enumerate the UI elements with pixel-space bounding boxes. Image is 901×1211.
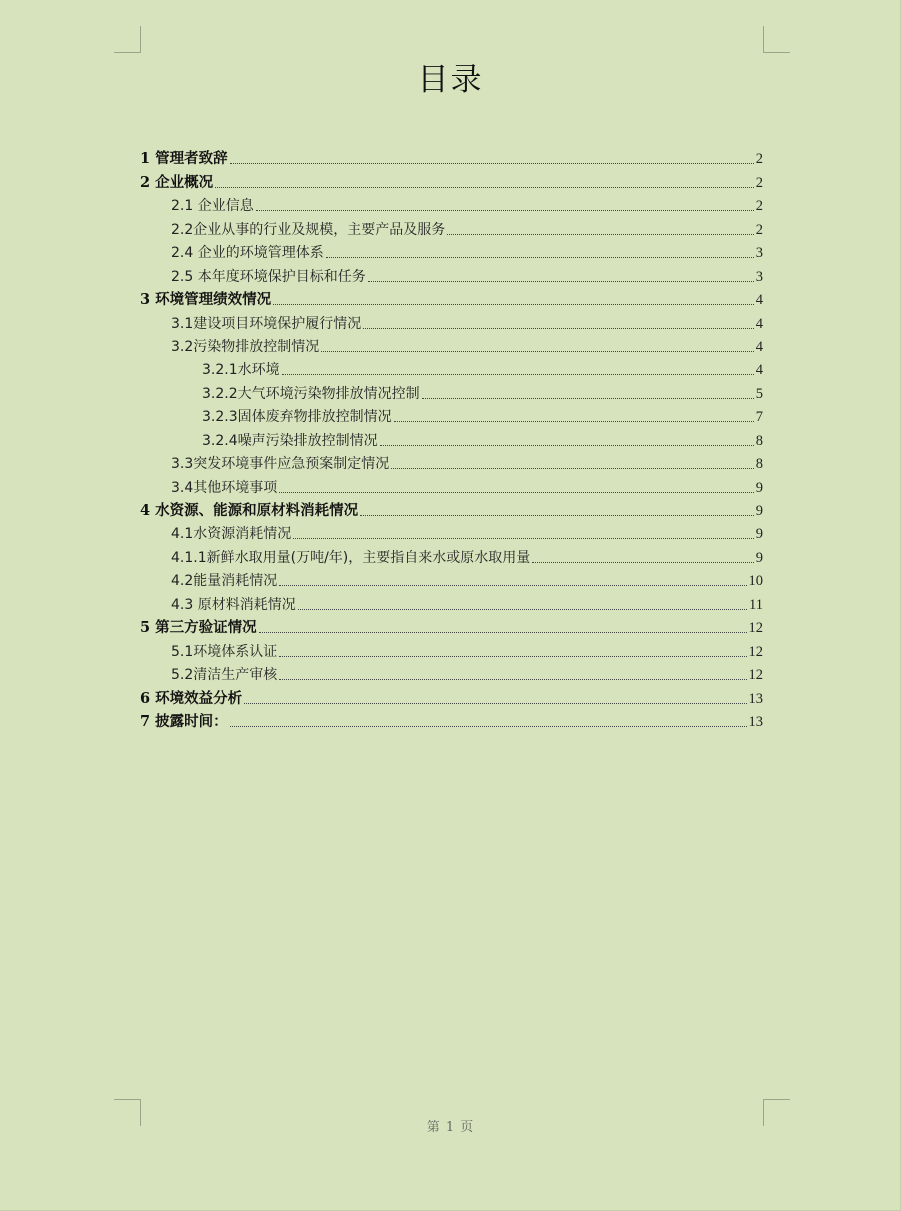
toc-leader-dots (391, 468, 753, 469)
toc-entry-page-number: 7 (755, 409, 763, 426)
toc-entry-page-number: 3 (755, 245, 763, 262)
toc-entry-label: 1 管理者致辞 (140, 150, 228, 168)
toc-leader-dots (293, 538, 753, 539)
toc-leader-dots (422, 398, 754, 399)
toc-entry-label: 2 企业概况 (140, 173, 214, 191)
toc-entry-page-number: 9 (755, 503, 763, 519)
toc-leader-dots (215, 187, 754, 188)
toc-entry-label: 7 披露时间： (140, 712, 228, 730)
toc-entry-label: 6 环境效益分析 (140, 689, 243, 707)
toc-entry-label: 3.1建设项目环境保护履行情况 (171, 315, 362, 332)
toc-leader-dots (259, 632, 747, 633)
toc-entry[interactable] (140, 684, 763, 707)
toc-entry[interactable] (140, 661, 763, 684)
margin-mark-top-right (763, 26, 790, 53)
toc-entry[interactable] (140, 543, 763, 566)
toc-entry[interactable] (140, 520, 763, 543)
toc-entry-page-number: 8 (755, 456, 763, 473)
toc-leader-dots (447, 234, 753, 235)
toc-entry[interactable] (140, 333, 763, 356)
toc-leader-dots (368, 281, 754, 282)
toc-entry-label: 4 水资源、能源和原材料消耗情况 (140, 502, 359, 519)
toc-entry-label: 3.2.1水环境 (202, 362, 280, 379)
toc-entry[interactable] (140, 403, 763, 426)
toc-entry[interactable] (140, 590, 763, 613)
toc-entry[interactable] (140, 708, 763, 731)
toc-entry[interactable] (140, 426, 763, 449)
toc-entry-label: 5 第三方验证情况 (140, 619, 257, 637)
toc-entry[interactable] (140, 309, 763, 332)
toc-entry-page-number: 8 (755, 432, 763, 449)
toc-leader-dots (279, 656, 746, 657)
toc-leader-dots (244, 703, 746, 704)
toc-leader-dots (256, 210, 754, 211)
toc-entry[interactable] (140, 567, 763, 590)
toc-leader-dots (279, 492, 753, 493)
toc-entry-page-number: 9 (755, 549, 763, 566)
toc-leader-dots (363, 328, 753, 329)
toc-entry-page-number: 12 (748, 643, 763, 660)
toc-entry[interactable] (140, 637, 763, 660)
toc-leader-dots (230, 726, 747, 727)
toc-leader-dots (273, 304, 754, 305)
toc-entry-label: 5.1环境体系认证 (171, 643, 278, 660)
toc-entry-label: 3.2.4噪声污染排放控制情况 (202, 432, 378, 449)
table-of-contents (140, 145, 763, 731)
toc-leader-dots (380, 445, 754, 446)
toc-entry-page-number: 2 (755, 221, 763, 238)
toc-entry-page-number: 3 (755, 268, 763, 285)
toc-entry-page-number: 4 (755, 315, 763, 332)
toc-entry-label: 5.2清洁生产审核 (171, 667, 278, 684)
toc-entry[interactable] (140, 614, 763, 637)
toc-entry-page-number: 2 (755, 151, 763, 168)
toc-entry-page-number: 12 (748, 620, 763, 637)
toc-entry-label: 2.5 本年度环境保护目标和任务 (171, 268, 366, 285)
toc-entry-page-number: 13 (748, 690, 763, 707)
toc-entry[interactable] (140, 286, 763, 309)
toc-entry-label: 4.3 原材料消耗情况 (171, 596, 296, 613)
toc-entry-page-number: 2 (755, 198, 763, 215)
toc-entry-label: 4.2能量消耗情况 (171, 573, 278, 590)
toc-entry-label: 2.4 企业的环境管理体系 (171, 245, 324, 262)
toc-entry-label: 4.1.1新鲜水取用量(万吨/年)，主要指自来水或原水取用量 (171, 549, 531, 566)
toc-entry-label: 3.2污染物排放控制情况 (171, 338, 320, 355)
toc-entry[interactable] (140, 497, 763, 520)
toc-entry-page-number: 4 (755, 338, 763, 355)
toc-entry[interactable] (140, 262, 763, 285)
toc-entry-page-number: 9 (755, 526, 763, 543)
toc-entry-page-number: 11 (749, 596, 763, 613)
toc-leader-dots (279, 679, 746, 680)
page-footer: 第 1 页 (426, 1120, 475, 1135)
toc-entry-page-number: 2 (755, 174, 763, 191)
toc-entry-label: 3.4其他环境事项 (171, 479, 278, 496)
toc-leader-dots (532, 562, 753, 563)
toc-leader-dots (326, 257, 754, 258)
toc-entry-label: 3.2.2大气环境污染物排放情况控制 (202, 385, 420, 402)
toc-entry[interactable] (140, 239, 763, 262)
toc-entry-page-number: 12 (748, 667, 763, 684)
toc-leader-dots (279, 585, 746, 586)
toc-entry-label: 4.1水资源消耗情况 (171, 526, 292, 543)
toc-entry[interactable] (140, 473, 763, 496)
toc-entry-page-number: 5 (755, 385, 763, 402)
toc-entry-label: 2.1 企业信息 (171, 198, 254, 215)
toc-entry[interactable] (140, 192, 763, 215)
toc-entry-label: 3.2.3固体废弃物排放控制情况 (202, 409, 392, 426)
toc-entry-page-number: 13 (748, 713, 763, 730)
toc-entry[interactable] (140, 215, 763, 238)
toc-entry-page-number: 4 (755, 362, 763, 379)
toc-entry[interactable] (140, 450, 763, 473)
toc-leader-dots (230, 163, 754, 164)
toc-entry-label: 2.2企业从事的行业及规模，主要产品及服务 (171, 221, 446, 238)
toc-entry[interactable] (140, 168, 763, 191)
toc-entry[interactable] (140, 356, 763, 379)
toc-entry-page-number: 4 (755, 292, 763, 309)
toc-entry-label: 3.3突发环境事件应急预案制定情况 (171, 456, 390, 473)
toc-leader-dots (321, 351, 753, 352)
toc-entry[interactable] (140, 379, 763, 402)
toc-entry-page-number: 9 (755, 479, 763, 496)
toc-entry[interactable] (140, 145, 763, 168)
toc-leader-dots (360, 515, 754, 516)
toc-entry-label: 3 环境管理绩效情况 (140, 291, 272, 309)
margin-mark-top-left (114, 26, 141, 53)
toc-entry-page-number: 10 (748, 573, 763, 590)
toc-leader-dots (298, 609, 747, 610)
toc-leader-dots (282, 374, 754, 375)
toc-leader-dots (394, 421, 754, 422)
page-title: 目录 (417, 62, 484, 98)
